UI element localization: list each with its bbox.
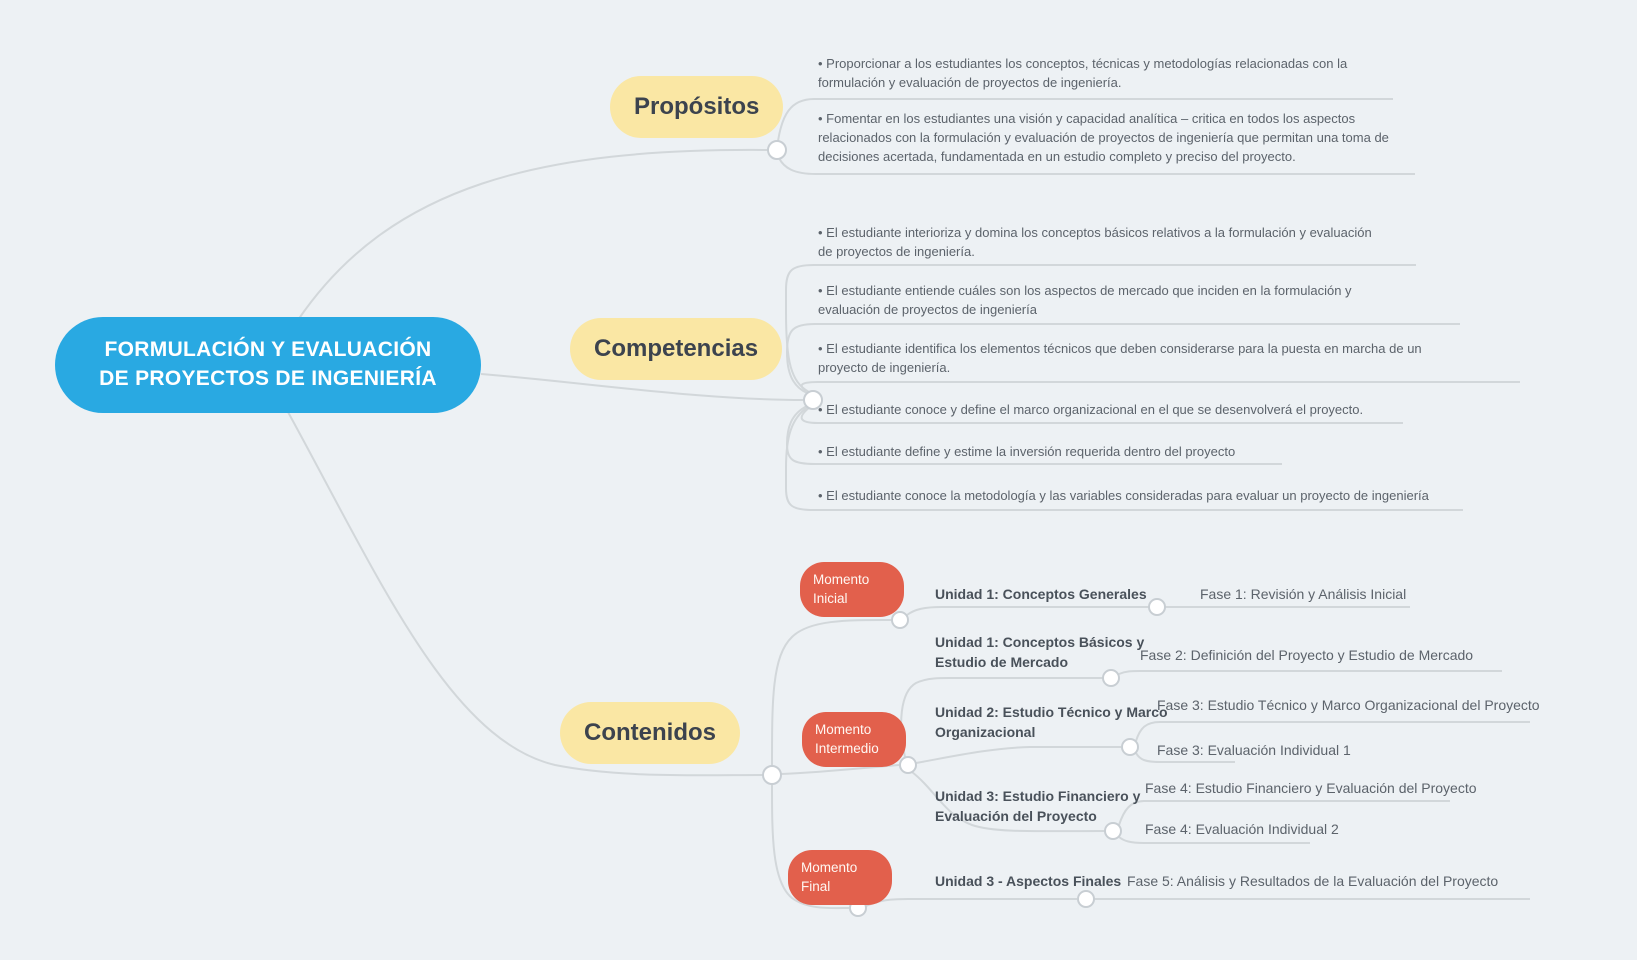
unidad-1-conceptos-generales[interactable]: Unidad 1: Conceptos Generales [935, 586, 1147, 602]
fase-5[interactable]: Fase 5: Análisis y Resultados de la Evaluación del Proyecto [1127, 873, 1499, 889]
fase-1[interactable]: Fase 1: Revisión y Análisis Inicial [1200, 586, 1407, 602]
momento-intermedio[interactable]: Momento Intermedio [802, 712, 906, 767]
topic-proposito-2[interactable]: • Fomentar en los estudiantes una visión y capacidad analítica – critica en todos los aspectos relacionados con la formulación y evaluación de proyectos de ingeniería que permitan una toma de decisiones acertada, fundamentada en un estudio completo y preciso del proyecto. [818, 111, 1389, 164]
topic-competencia-4[interactable]: • El estudiante conoce y define el marco organizacional en el que se desenvolverá el proyecto. [818, 402, 1364, 417]
momento-final[interactable]: Momento Final [788, 850, 892, 905]
topic-competencia-2[interactable]: • El estudiante entiende cuáles son los aspectos de mercado que inciden en la formulación y evaluación de proyectos de ingeniería [818, 283, 1352, 317]
unidad-3-aspectos-finales[interactable]: Unidad 3 - Aspectos Finales [935, 873, 1122, 889]
fase-2[interactable]: Fase 2: Definición del Proyecto y Estudio de Mercado [1140, 647, 1474, 663]
unidad-1-conceptos-basicos[interactable]: Unidad 1: Conceptos Básicos y Estudio de Mercado [935, 634, 1145, 670]
fase-4a[interactable]: Fase 4: Estudio Financiero y Evaluación del Proyecto [1145, 780, 1477, 796]
momento-inicial[interactable]: Momento Inicial [800, 562, 904, 617]
topic-competencia-1[interactable]: • El estudiante interioriza y domina los conceptos básicos relativos a la formulación y evaluación de proyectos de ingeniería. [818, 225, 1372, 259]
unidad-2-estudio-tecnico[interactable]: Unidad 2: Estudio Técnico y Marco Organizacional [935, 704, 1168, 740]
fase-3a[interactable]: Fase 3: Estudio Técnico y Marco Organizacional del Proyecto [1157, 697, 1540, 713]
branch-competencias[interactable]: Competencias [570, 318, 782, 380]
topic-competencia-5[interactable]: • El estudiante define y estime la inversión requerida dentro del proyecto [818, 444, 1236, 459]
root-topic[interactable] [55, 317, 481, 413]
branch-propositos[interactable]: Propósitos [610, 76, 783, 138]
unidad-3-estudio-financiero[interactable]: Unidad 3: Estudio Financiero y Evaluación del Proyecto [935, 788, 1141, 824]
topic-competencia-6[interactable]: • El estudiante conoce la metodología y las variables consideradas para evaluar un proyecto de ingeniería [818, 488, 1429, 503]
root-topic-line1: FORMULACIÓN Y EVALUACIÓN [104, 338, 432, 362]
topic-proposito-1[interactable]: • Proporcionar a los estudiantes los conceptos, técnicas y metodologías relacionadas con la formulación y evaluación de proyectos de ingeniería. [818, 56, 1348, 90]
root-topic-line2: DE PROYECTOS DE INGENIERÍA [99, 367, 437, 390]
branch-contenidos[interactable]: Contenidos [560, 702, 740, 764]
fase-3b[interactable]: Fase 3: Evaluación Individual 1 [1157, 742, 1351, 758]
fase-4b[interactable]: Fase 4: Evaluación Individual 2 [1145, 821, 1339, 837]
topic-competencia-3[interactable]: • El estudiante identifica los elementos técnicos que deben considerarse para la puesta en marcha de un proyecto de ingeniería. [818, 341, 1422, 375]
